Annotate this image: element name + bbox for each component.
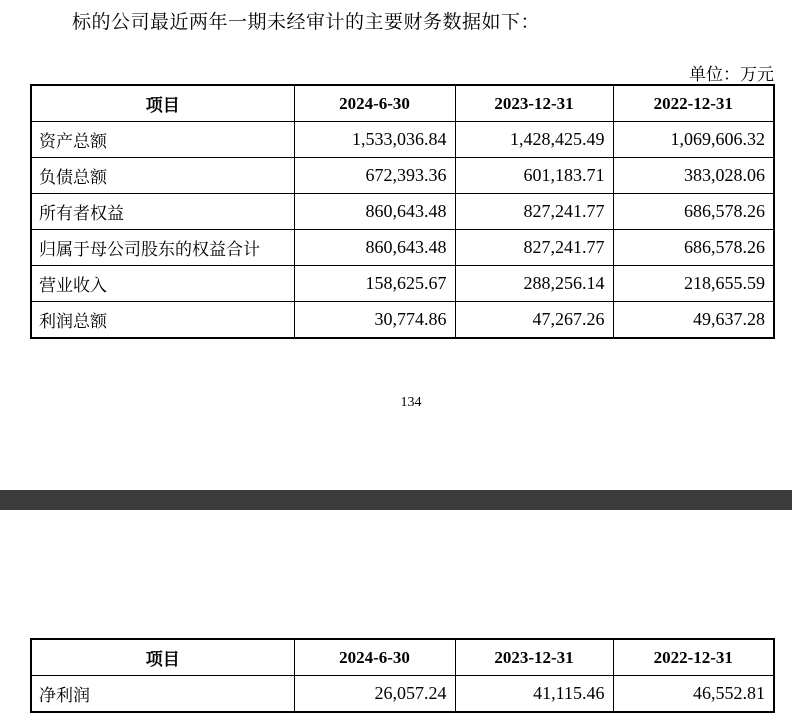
cell-value: 41,115.46 [455,676,613,713]
row-label: 资产总额 [31,122,294,158]
table-header-row [31,639,774,676]
row-label: 归属于母公司股东的权益合计 [31,230,294,266]
cell-value: 686,578.26 [613,194,774,230]
cell-value: 49,637.28 [613,302,774,339]
row-label: 利润总额 [31,302,294,339]
table-row [31,266,774,302]
table-row [31,676,774,713]
header-date: 2022-12-31 [613,85,774,122]
cell-value: 218,655.59 [613,266,774,302]
cell-value: 672,393.36 [294,158,455,194]
intro-text: 标的公司最近两年一期未经审计的主要财务数据如下： [72,11,541,33]
row-label: 负债总额 [31,158,294,194]
cell-value: 1,069,606.32 [613,122,774,158]
page-number: 134 [400,395,422,410]
row-label: 所有者权益 [31,194,294,230]
table-row [31,230,774,266]
header-date: 2024-6-30 [294,85,455,122]
cell-value: 860,643.48 [294,230,455,266]
table-row [31,194,774,230]
table-row [31,158,774,194]
cell-value: 1,533,036.84 [294,122,455,158]
cell-value: 860,643.48 [294,194,455,230]
table-header-row [31,85,774,122]
cell-value: 46,552.81 [613,676,774,713]
header-item: 项目 [31,639,294,676]
unit-label: 单位：万元 [689,65,774,85]
cell-value: 601,183.71 [455,158,613,194]
cell-value: 383,028.06 [613,158,774,194]
header-date: 2022-12-31 [613,639,774,676]
cell-value: 1,428,425.49 [455,122,613,158]
financial-table [30,84,775,339]
financial-table-continued [30,638,775,713]
table-row [31,122,774,158]
header-date: 2024-6-30 [294,639,455,676]
cell-value: 288,256.14 [455,266,613,302]
header-date: 2023-12-31 [455,85,613,122]
cell-value: 827,241.77 [455,194,613,230]
table-row [31,302,774,339]
header-date: 2023-12-31 [455,639,613,676]
cell-value: 827,241.77 [455,230,613,266]
cell-value: 686,578.26 [613,230,774,266]
header-item: 项目 [31,85,294,122]
cell-value: 26,057.24 [294,676,455,713]
cell-value: 30,774.86 [294,302,455,339]
row-label: 营业收入 [31,266,294,302]
page-separator [0,490,792,510]
cell-value: 158,625.67 [294,266,455,302]
cell-value: 47,267.26 [455,302,613,339]
row-label: 净利润 [31,676,294,713]
